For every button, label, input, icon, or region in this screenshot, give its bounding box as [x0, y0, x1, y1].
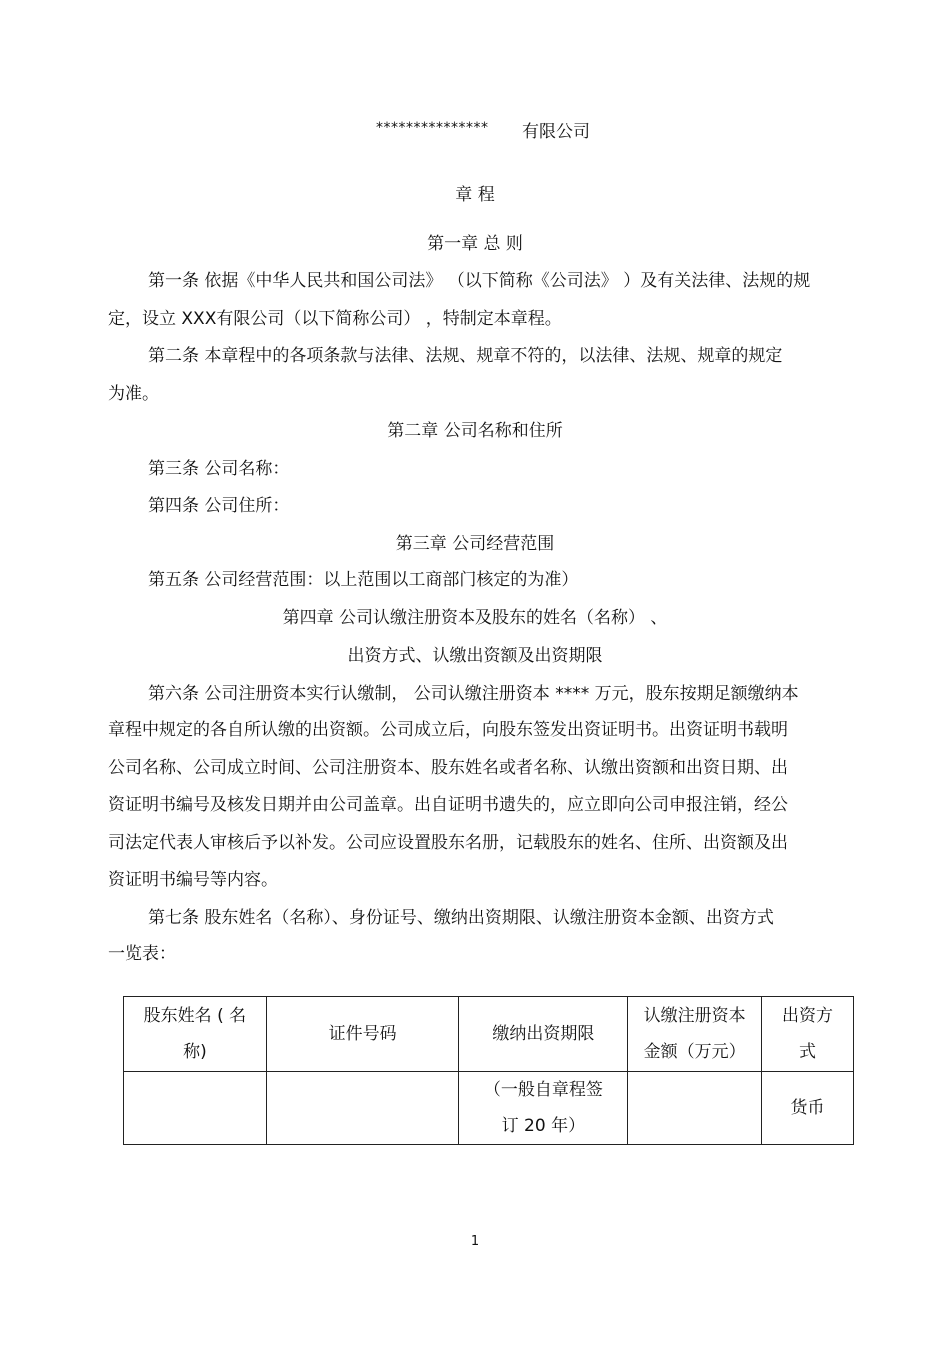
cell-line: 订 20 年）	[501, 1116, 586, 1136]
article-2-line-2: 为准。	[108, 384, 159, 404]
article-5: 第五条 公司经营范围：以上范围以工商部门核定的为准）	[148, 570, 579, 590]
chapter-2-heading: 第二章 公司名称和住所	[387, 421, 563, 441]
article-1-line-2: 定，设立 XXX有限公司（以下简称公司） ，特制定本章程。	[108, 309, 562, 329]
cell-payment-deadline	[459, 1072, 628, 1145]
table-header-row	[124, 997, 854, 1072]
cell-contribution-method: 货币	[762, 1072, 854, 1145]
article-6-line-3: 公司名称、公司成立时间、公司注册资本、股东姓名或者名称、认缴出资额和出资日期、出	[108, 758, 788, 778]
article-6-line-4: 资证明书编号及核发日期并由公司盖章。出自证明书遗失的，应立即向公司申报注销，经公	[108, 795, 788, 815]
article-1-line-1: 第一条 依据《中华人民共和国公司法》 （以下简称《公司法》 ）及有关法律、法规的规	[148, 271, 811, 291]
header-contribution-method	[762, 997, 854, 1072]
header-subscribed-capital	[628, 997, 762, 1072]
shareholder-table	[123, 996, 854, 1145]
company-name-placeholder: ***************	[376, 120, 489, 136]
article-6-line-5: 司法定代表人审核后予以补发。公司应设置股东名册，记载股东的姓名、住所、出资额及出	[108, 833, 788, 853]
header-cell-line: 股东姓名 ( 名	[143, 1006, 247, 1026]
chapter-4-heading-line-1: 第四章 公司认缴注册资本及股东的姓名（名称） 、	[282, 608, 668, 628]
article-7-line-2: 一览表：	[108, 944, 176, 964]
article-2-line-1: 第二条 本章程中的各项条款与法律、法规、规章不符的，以法律、法规、规章的规定	[148, 346, 783, 366]
chapter-3-heading: 第三章 公司经营范围	[395, 534, 555, 554]
header-id-number	[266, 997, 459, 1072]
table-row	[124, 1072, 854, 1145]
cell-line: （一般自章程签	[483, 1080, 603, 1100]
cell-subscribed-capital	[628, 1072, 762, 1145]
header-cell-line: 金额（万元）	[643, 1042, 746, 1062]
header-cell-line: 式	[799, 1042, 817, 1062]
cell-id-number	[266, 1072, 459, 1145]
company-type-label: 有限公司	[522, 122, 590, 142]
header-payment-deadline	[459, 997, 628, 1072]
chapter-4-heading-line-2: 出资方式、认缴出资额及出资期限	[347, 646, 603, 666]
header-cell-line: 出资方	[782, 1006, 834, 1026]
header-cell-line: 称)	[183, 1042, 207, 1062]
chapter-1-heading: 第一章 总 则	[427, 234, 523, 254]
header-shareholder-name	[124, 997, 267, 1072]
article-4: 第四条 公司住所：	[148, 496, 290, 516]
article-6-line-1: 第六条 公司注册资本实行认缴制， 公司认缴注册资本 **** 万元，股东按期足额缴纳本	[148, 684, 799, 704]
header-cell-line: 缴纳出资期限	[492, 1024, 595, 1044]
header-cell-line: 认缴注册资本	[643, 1006, 746, 1026]
article-6-line-2: 章程中规定的各自所认缴的出资额。公司成立后，向股东签发出资证明书。出资证明书载明	[108, 720, 788, 740]
article-3: 第三条 公司名称：	[148, 459, 290, 479]
article-7-line-1: 第七条 股东姓名（名称）、身份证号、缴纳出资期限、认缴注册资本金额、出资方式	[148, 908, 774, 928]
cell-shareholder-name	[124, 1072, 267, 1145]
page-number: 1	[470, 1234, 480, 1249]
header-cell-line: 证件号码	[328, 1024, 397, 1044]
document-title: 章 程	[455, 185, 495, 205]
article-6-line-6: 资证明书编号等内容。	[108, 870, 278, 890]
